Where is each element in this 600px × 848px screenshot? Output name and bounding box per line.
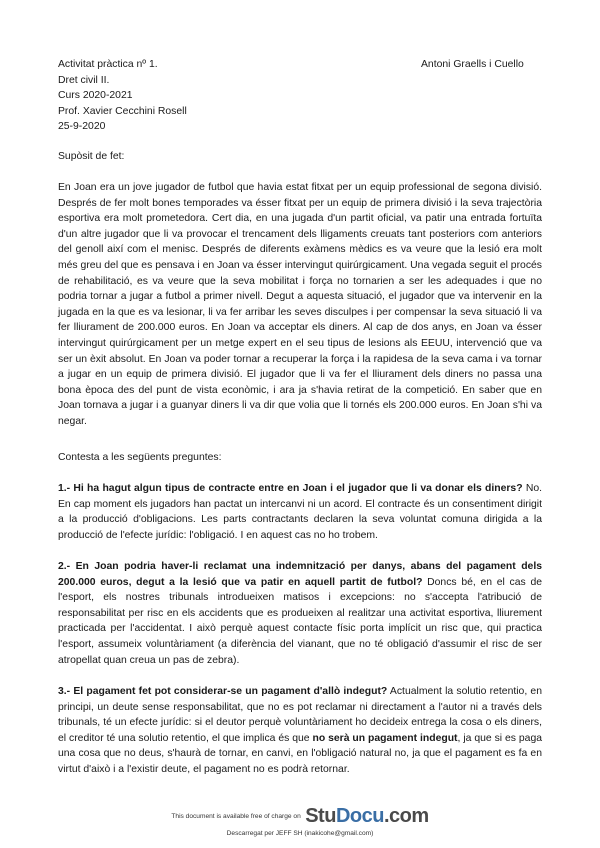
question-2-text: 2.- En Joan podria haver-li reclamat una indemnització per danys, abans del pagament dels 200.000 euros, degut a la lesió que va patir en aquell partit de futbol? (58, 561, 542, 588)
logo-com: .com (383, 805, 429, 827)
case-paragraph: En Joan era un jove jugador de futbol que havia estat fitxat per un equip professional de segona divisió. Després de fer molt bones temporades va ésser fitxat per un equip de primera divisió i la seva trajectòria esportiva era molt prometedora. Cert dia, en una jugada d'un partit oficial, va patir una entrada fortuïta d'un altre jugador que li va provocar el trencament dels lligaments creuats tant posteriors com anteriors del genoll així com el menisc. Després de diferents exàmens mèdics es va veure que la lesió era molt més greu del que es pensava i en Joan va ésser intervingut quirúrgicament. Una vegada seguit el procés de rehabilitació, es va veure que la seva mobilitat i força no tornarien a ser les adequades i que no podria tornar a jugar a futbol a primer nivell. Degut a aquesta situació, el jugador que va intervenir en la jugada en la que es va lesionar, li va fer arribar les seves disculpes i per compensar la seva situació li va fer lliurament de 200.000 euros. En Joan va acceptar els diners. Al cap de dos anys, en Joan va ésser intervingut quirúrgicament per un metge expert en el seu tipus de lesions als EEUU, intervenció que va ser un èxit absolut. En Joan va poder tornar a recuperar la força i la rapidesa de la seva cama i va tornar a jugar en un equip de primera divisió. El jugador que li va fer el lliurament dels diners no passa una bona època des del punt de vista econòmic, i ara ja s'havia retirat de la competició. En saber que en Joan tornava a jugar i a guanyar diners li va dir que volia que li tornés els 200.000 euros. En Joan s'hi va negar. (58, 182, 542, 427)
header-block (58, 57, 187, 135)
subject-name: Dret civil II. (58, 74, 110, 86)
download-attribution: Descarregat per JEFF SH (inakicohe@gmail.com) (226, 830, 374, 837)
answer-2-text: Doncs bé, en el cas de l'esport, els nostres tribunals introdueixen matisos i excepcions: no s'accepta l'atribució de responsabilitat per risc en els accidents que es produeixen al realitzar una activitat esportiva, lliurement practicada per l'accidentat. I això perquè aquest contacte físic porta implícit un risc que, qui practica l'esport, assumeix voluntàriament (a diferència del vianant, que no té obligació d'assumir el risc de ser atropellat quan creua un pas de zebra). (58, 576, 542, 666)
activity-title: Activitat pràctica nº 1. (58, 59, 158, 70)
question-3 (58, 684, 542, 778)
author-name: Antoni Graells i Cuello (421, 59, 524, 70)
question-1 (58, 481, 542, 543)
question-1-text: 1.- Hi ha hagut algun tipus de contracte entre en Joan i el jugador que li va donar els diners? (58, 483, 523, 494)
course-year: Curs 2020-2021 (58, 90, 133, 102)
professor-name: Prof. Xavier Cecchini Rosell (58, 105, 187, 117)
logo-stu: Stu (305, 805, 336, 827)
availability-text: This document is available free of charge on (171, 813, 301, 820)
footer-availability (0, 805, 600, 828)
answer-3-bold: no serà un pagament indegut (312, 732, 458, 744)
answer-3-text-b: , ja que si es paga una cosa que no deus, s'haurà de tornar, en canvi, en l'obligació natural no, ja que el pagament es fa en virtut d'això i a l'existir deute, el pagament no es podrà retornar. (58, 732, 543, 775)
document-date: 25-9-2020 (58, 121, 106, 133)
logo-docu: Docu (335, 805, 384, 827)
suposit-heading: Supòsit de fet: (58, 151, 125, 162)
question-3-text: 3.- El pagament fet pot considerar-se un pagament d'allò indegut? (58, 686, 388, 697)
studocu-logo[interactable] (305, 805, 428, 827)
answer-3-text-a: Actualment la solutio retentio, en principi, un deute sense responsabilitat, que no es pot reclamar ni directament a l'autor ni a través dels tribunals, té un efecte jurídic: si el deutor perquè voluntàriament ho decideix entrega la cosa o els diners, el creditor té una solutio retentio, el que implica és que (58, 686, 542, 744)
question-2 (58, 559, 542, 668)
questions-intro: Contesta a les següents preguntes: (58, 452, 222, 463)
answer-1-text: No. En cap moment els jugadors han pactat un intercanvi ni un acord. El contracte és un consentiment dirigit a la producció d'obligacions. Les parts contractants declaren la seva voluntat comuna dirigida a la producció de l'efecte jurídic: l'obligació. I en aquest cas no ho trobem. (58, 483, 543, 541)
